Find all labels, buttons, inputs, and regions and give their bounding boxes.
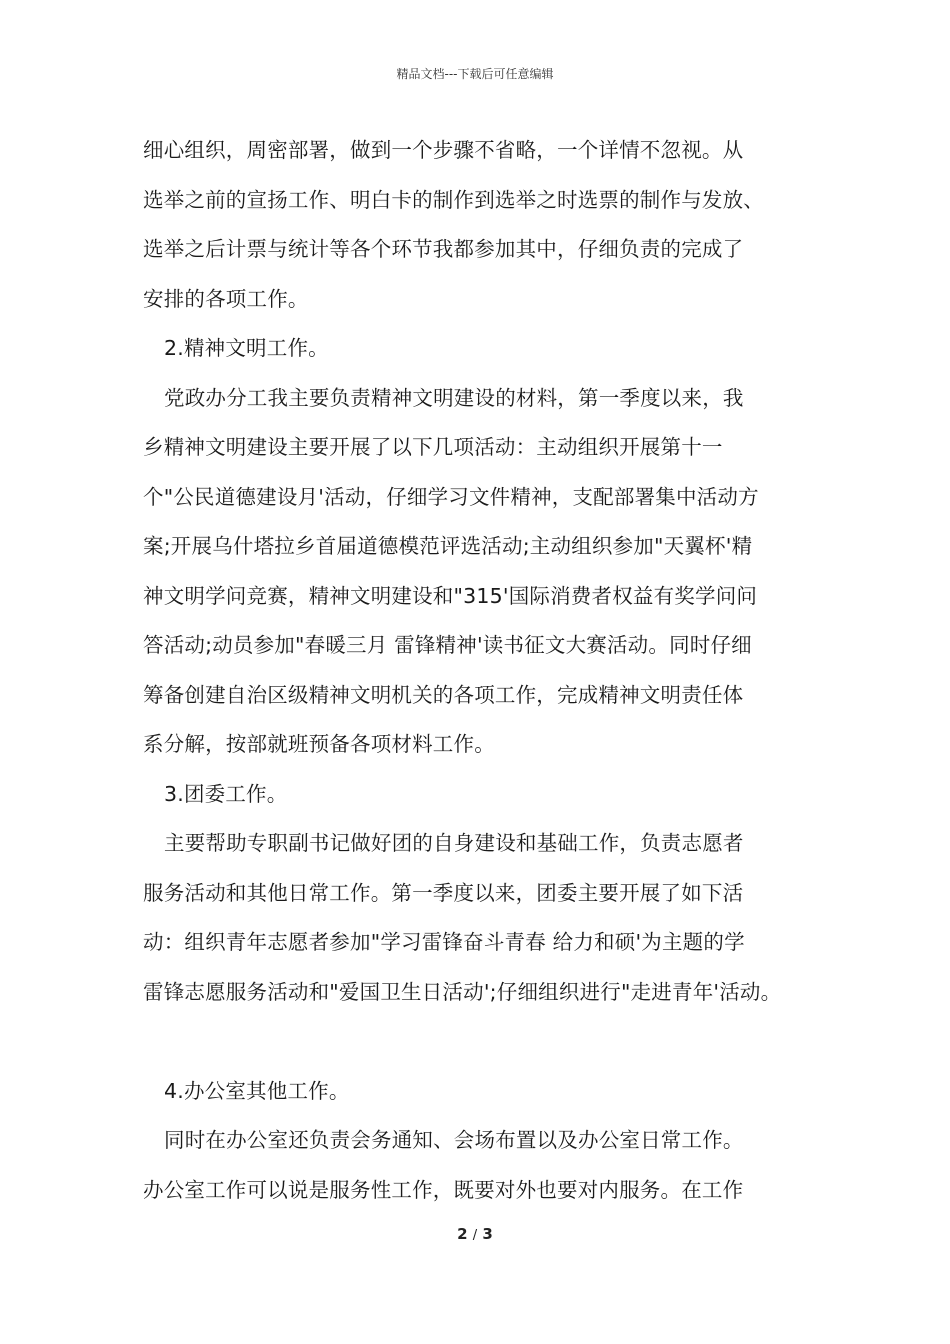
body-line: 雷锋志愿服务活动和"爱国卫生日活动';仔细组织进行"走进青年'活动。 [143, 979, 782, 1004]
body-line: 选举之后计票与统计等各个环节我都参加其中，仔细负责的完成了 [143, 237, 744, 261]
body-line: 答活动;动员参加"春暖三月 雷锋精神'读书征文大赛活动。同时仔细 [143, 633, 752, 657]
section-heading: 2.精神文明工作。 [164, 336, 329, 360]
body-line: 动：组织青年志愿者参加"学习雷锋奋斗青春 给力和硕'为主题的学 [143, 930, 745, 954]
body-line: 细心组织，周密部署，做到一个步骤不省略，一个详情不忽视。从 [143, 138, 744, 162]
body-line: 案;开展乌什塔拉乡首届道德模范评选活动;主动组织参加"天翼杯'精 [143, 534, 753, 558]
body-line: 系分解，按部就班预备各项材料工作。 [143, 732, 495, 756]
section-heading: 3.团委工作。 [164, 781, 288, 806]
total-pages: 3 [482, 1225, 493, 1243]
body-line: 选举之前的宣扬工作、明白卡的制作到选举之时选票的制作与发放、 [143, 187, 764, 212]
body-line: 筹备创建自治区级精神文明机关的各项工作，完成精神文明责任体 [143, 682, 744, 707]
body-line: 服务活动和其他日常工作。第一季度以来，团委主要开展了如下活 [143, 880, 744, 905]
body-line: 个"公民道德建设月'活动，仔细学习文件精神，支配部署集中活动方 [143, 484, 759, 509]
blank-line [143, 1019, 811, 1069]
section-heading: 4.办公室其他工作。 [164, 1078, 350, 1103]
page-separator: / [472, 1228, 478, 1243]
current-page: 2 [457, 1225, 468, 1243]
body-line: 安排的各项工作。 [143, 286, 309, 311]
body-line: 神文明学问竞赛，精神文明建设和"315'国际消费者权益有奖学问问 [143, 583, 758, 608]
page-number [0, 1225, 950, 1243]
body-line: 办公室工作可以说是服务性工作，既要对外也要对内服务。在工作 [143, 1177, 744, 1202]
body-line: 党政办分工我主要负责精神文明建设的材料，第一季度以来，我 [164, 385, 744, 410]
body-line: 主要帮助专职副书记做好团的自身建设和基础工作，负责志愿者 [164, 831, 744, 855]
body-line: 同时在办公室还负责会务通知、会场布置以及办公室日常工作。 [164, 1128, 744, 1152]
body-line: 乡精神文明建设主要开展了以下几项活动：主动组织开展第十一 [143, 435, 723, 459]
page-header: 精品文档---下载后可任意编辑 [396, 67, 554, 81]
document-body [143, 128, 811, 1217]
